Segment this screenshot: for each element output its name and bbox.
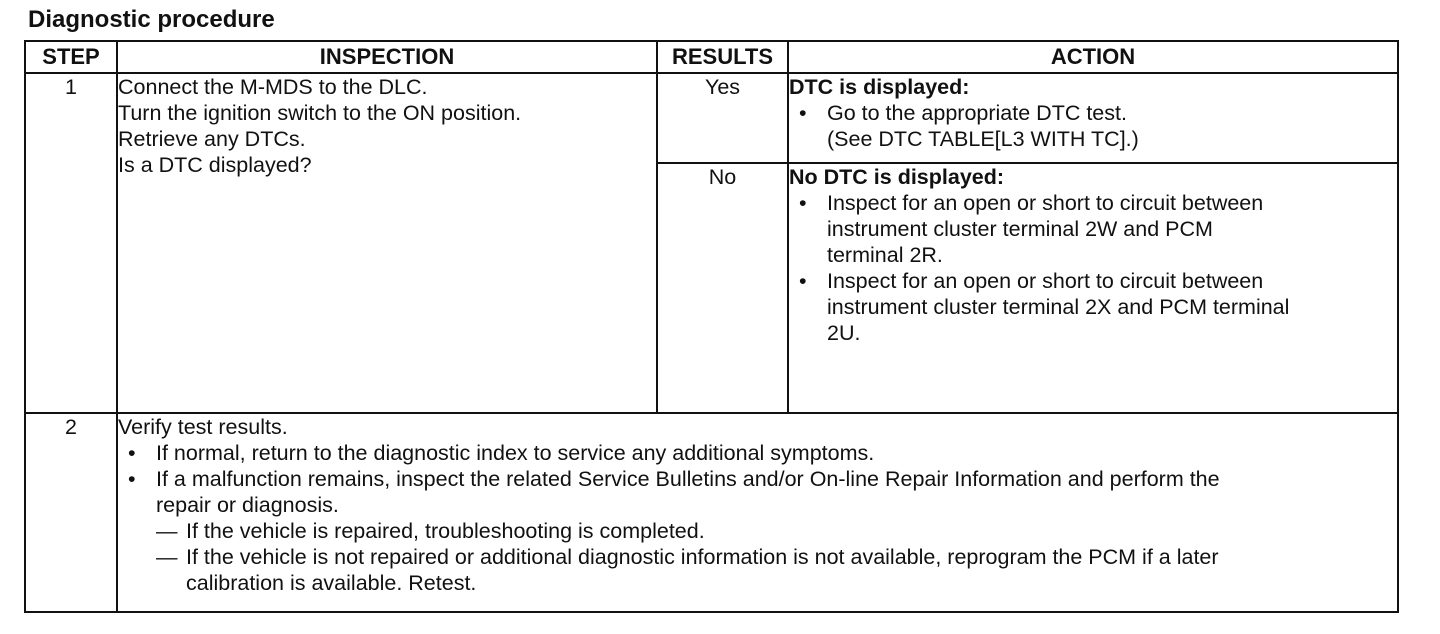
step2-subitem <box>156 518 1397 544</box>
step2-row <box>25 413 1398 612</box>
step1-yes-row <box>25 73 1398 163</box>
action-item <box>789 100 1397 152</box>
step1-action-yes <box>788 73 1398 163</box>
section-title: Diagnostic procedure <box>28 6 275 33</box>
step2-line: repair or diagnosis. <box>156 493 339 517</box>
action-line: (See DTC TABLE[L3 WITH TC].) <box>827 127 1139 151</box>
diagnostic-procedure-table <box>24 40 1399 613</box>
bullet-icon: • <box>799 191 807 215</box>
step2-item <box>118 466 1397 518</box>
inspection-line: Retrieve any DTCs. <box>118 127 306 151</box>
step2-line: If the vehicle is not repaired or additional diagnostic information is not available, reprogram the PCM if a later <box>186 545 1219 569</box>
inspection-line: Connect the M-MDS to the DLC. <box>118 75 428 99</box>
bullet-icon: • <box>128 467 136 491</box>
step1-action-no <box>788 163 1398 413</box>
step1-inspection <box>117 73 657 413</box>
header-results: RESULTS <box>657 41 788 73</box>
header-row <box>25 41 1398 73</box>
action-line: terminal 2R. <box>827 243 943 267</box>
action-line: 2U. <box>827 321 861 345</box>
header-step: STEP <box>25 41 117 73</box>
step1-number: 1 <box>25 73 117 413</box>
step2-line: If the vehicle is repaired, troubleshooting is completed. <box>186 519 705 543</box>
dash-icon: — <box>156 545 178 569</box>
header-inspection: INSPECTION <box>117 41 657 73</box>
action-line: Inspect for an open or short to circuit between <box>827 269 1264 293</box>
step2-body <box>117 413 1398 612</box>
action-heading: No DTC is displayed: <box>789 165 1005 189</box>
step2-subitem <box>156 544 1397 596</box>
header-action: ACTION <box>788 41 1398 73</box>
dash-icon: — <box>156 519 178 543</box>
action-list <box>789 100 1397 152</box>
action-line: instrument cluster terminal 2X and PCM terminal <box>827 295 1290 319</box>
step1-result-no: No <box>657 163 788 413</box>
bullet-icon: • <box>128 441 136 465</box>
step2-line: calibration is available. Retest. <box>186 571 477 595</box>
step2-sublist <box>118 518 1397 596</box>
action-line: Inspect for an open or short to circuit between <box>827 191 1264 215</box>
step2-line: If normal, return to the diagnostic index to service any additional symptoms. <box>156 441 875 465</box>
bullet-icon: • <box>799 101 807 125</box>
action-heading: DTC is displayed: <box>789 75 970 99</box>
inspection-line: Is a DTC displayed? <box>118 153 312 177</box>
step2-intro: Verify test results. <box>118 415 288 439</box>
step2-line: If a malfunction remains, inspect the related Service Bulletins and/or On-line Repair Information and perform the <box>156 467 1220 491</box>
step2-item <box>118 440 1397 466</box>
action-item <box>789 190 1397 268</box>
step2-list <box>118 440 1397 518</box>
action-line: instrument cluster terminal 2W and PCM <box>827 217 1213 241</box>
step2-number: 2 <box>25 413 117 612</box>
bullet-icon: • <box>799 269 807 293</box>
action-line: Go to the appropriate DTC test. <box>827 101 1127 125</box>
inspection-line: Turn the ignition switch to the ON position. <box>118 101 522 125</box>
step1-result-yes: Yes <box>657 73 788 163</box>
action-item <box>789 268 1397 346</box>
action-list <box>789 190 1397 346</box>
